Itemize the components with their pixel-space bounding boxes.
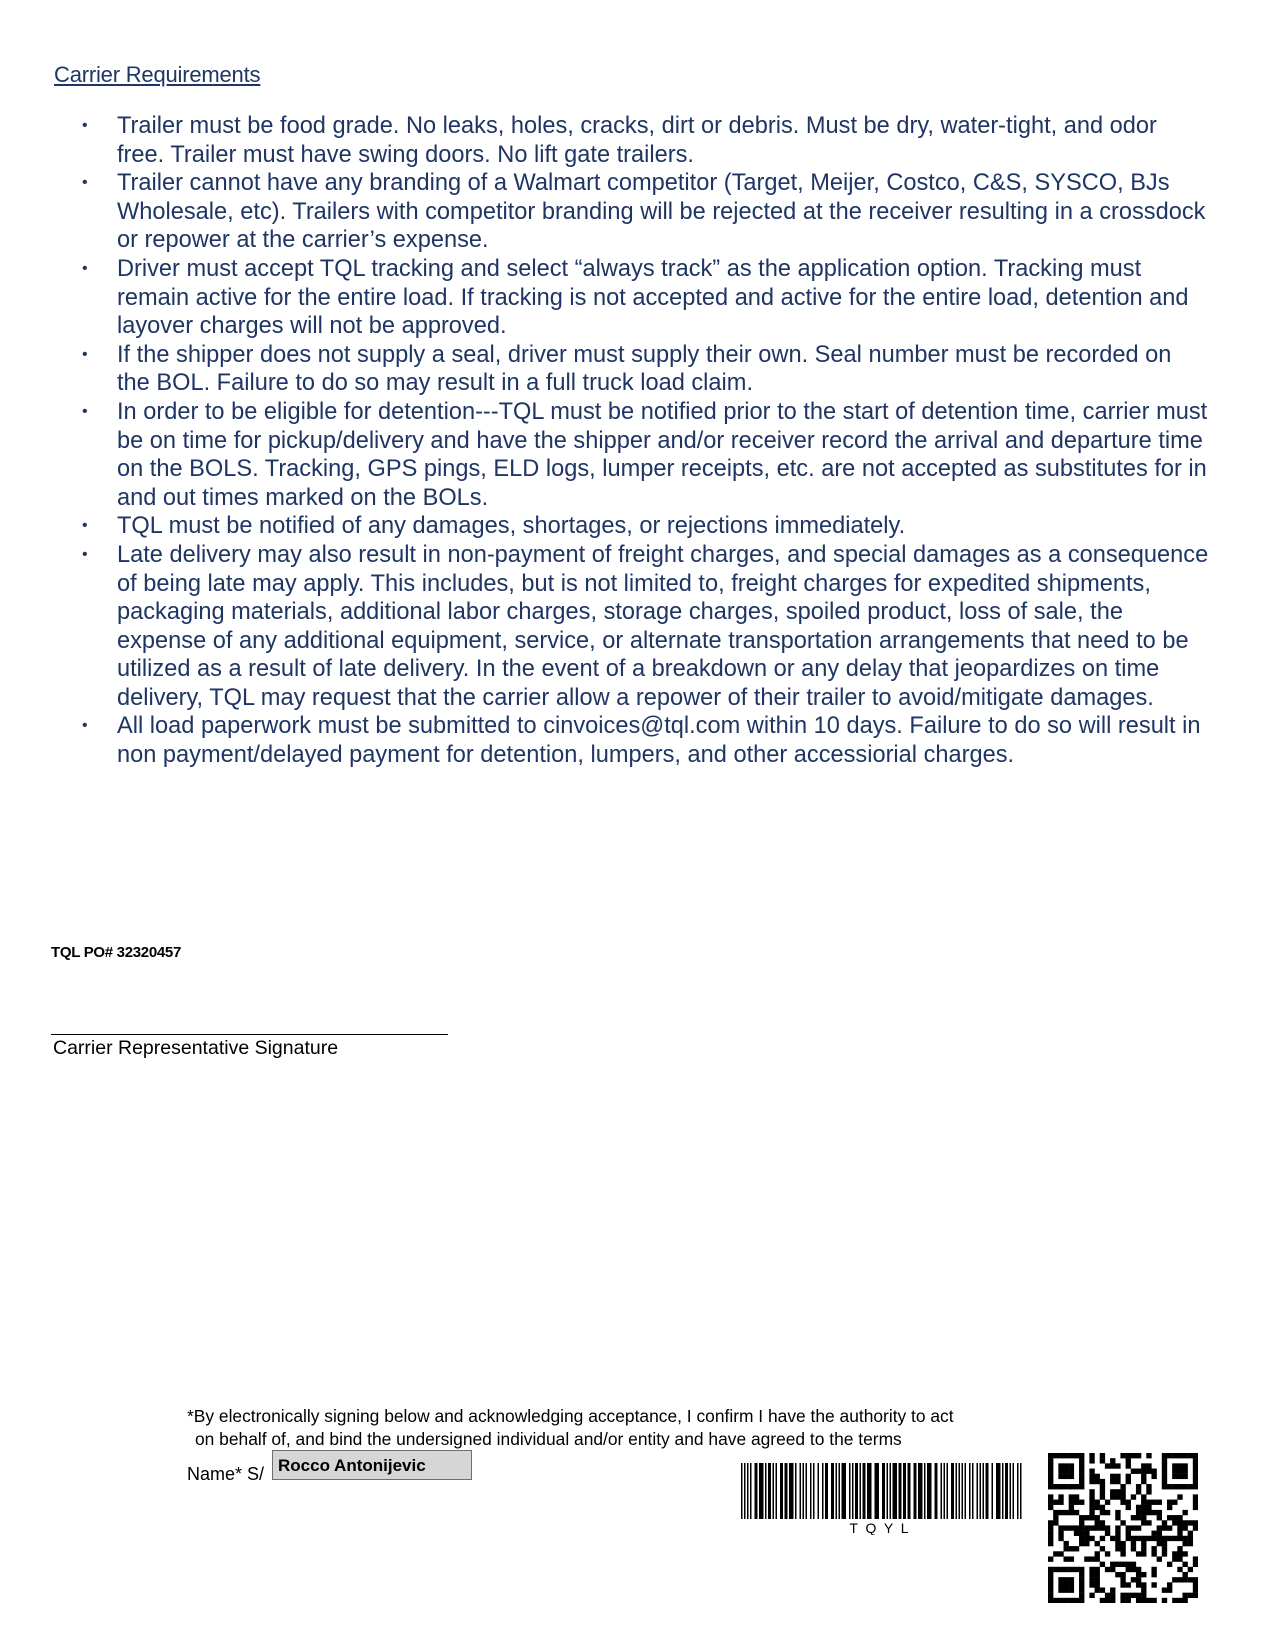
signature-line[interactable]	[51, 1034, 448, 1035]
qr-code-icon	[1048, 1453, 1198, 1603]
page-heading: Carrier Requirements	[54, 62, 261, 87]
po-number: TQL PO# 32320457	[51, 944, 182, 961]
bullet-icon: •	[82, 259, 88, 277]
barcode-text: T Q Y L	[849, 1520, 909, 1535]
list-item	[80, 341, 1210, 398]
name-label: Name* S/	[187, 1464, 265, 1484]
requirement-text: Trailer cannot have any branding of a Walmart competitor (Target, Meijer, Costco, C&S, SYSCO, BJs Wholesale, etc). Trailers with competitor branding will be rejected at the receiver resulting in a crossdock or repower at the carrier’s expense.	[117, 170, 1206, 254]
list-item	[80, 541, 1210, 713]
bullet-icon: •	[82, 117, 88, 134]
requirement-text: All load paperwork must be submitted to cinvoices@tql.com within 10 days. Failure to do so will result in non payment/delayed payment for detention, lumpers, and other accessiorial charges.	[117, 713, 1201, 769]
consent-line-2: on behalf of, and bind the undersigned individual and/or entity and have agreed to the terms	[195, 1429, 902, 1449]
requirement-text: If the shipper does not supply a seal, driver must supply their own. Seal number must be recorded on the BOL. Failure to do so may result in a full truck load claim.	[117, 341, 1172, 397]
list-item	[80, 112, 1210, 169]
bullet-icon: •	[82, 402, 88, 420]
requirement-text: Driver must accept TQL tracking and select “always track” as the application option. Tracking must remain active for the entire load. If tracking is not accepted and active for the entire load, detention and layover charges will not be approved.	[117, 255, 1189, 340]
requirement-text: In order to be eligible for detention---TQL must be notified prior to the start of detention time, carrier must be on time for pickup/delivery and have the shipper and/or receiver record the arrival and departure time on the BOLS. Tracking, GPS pings, ELD logs, lumper receipts, etc. are not accepted as substitutes for in and out times marked on the BOLs.	[117, 398, 1208, 511]
bullet-icon: •	[82, 517, 88, 535]
barcode-icon	[741, 1463, 1026, 1535]
bullet-icon: •	[82, 545, 88, 563]
list-item	[80, 169, 1210, 255]
list-item	[80, 255, 1210, 341]
name-input[interactable]: Rocco Antonijevic	[272, 1450, 472, 1480]
bullet-icon: •	[82, 717, 88, 735]
bullet-icon: •	[82, 345, 88, 363]
list-item	[80, 712, 1210, 769]
requirements-list	[80, 112, 1210, 770]
list-item	[80, 398, 1210, 512]
signature-label: Carrier Representative Signature	[53, 1037, 339, 1059]
list-item	[80, 512, 1210, 541]
consent-text	[187, 1405, 1047, 1451]
consent-line-1: *By electronically signing below and acknowledging acceptance, I confirm I have the authority to act	[187, 1406, 954, 1426]
bullet-icon: •	[82, 174, 88, 192]
requirement-text: Late delivery may also result in non-payment of freight charges, and special damages as a consequence of being late may apply. This includes, but is not limited to, freight charges for expedited shipments, packaging materials, additional labor charges, storage charges, spoiled product, loss of sale, the expense of any additional equipment, service, or alternate transportation arrangements that need to be utilized as a result of late delivery. In the event of a breakdown or any delay that jeopardizes on time delivery, TQL may request that the carrier allow a repower of their trailer to avoid/mitigate damages.	[117, 541, 1209, 711]
requirement-text: TQL must be notified of any damages, shortages, or rejections immediately.	[117, 513, 906, 540]
requirement-text: Trailer must be food grade. No leaks, holes, cracks, dirt or debris. Must be dry, water-tight, and odor free. Trailer must have swing doors. No lift gate trailers.	[117, 113, 1157, 168]
